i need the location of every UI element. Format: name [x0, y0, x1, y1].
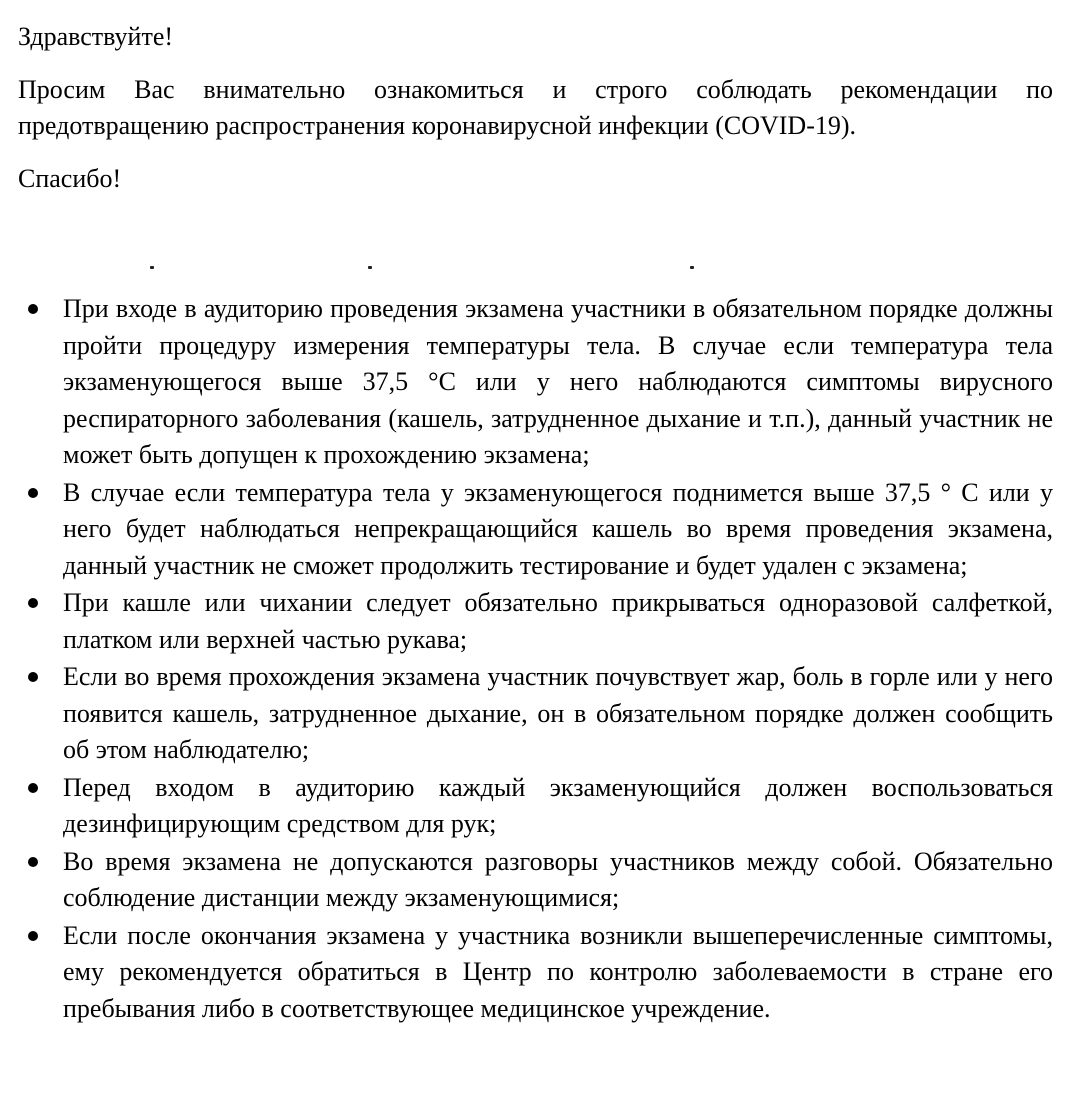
bullet-icon	[28, 857, 38, 867]
rule-text: Если во время прохождения экзамена участник почувствует жар, боль в горле или у него появится кашель, затрудненное дыхание, он в обязательном порядке должен сообщить об этом наблюдателю;	[63, 662, 1053, 764]
rule-text: При входе в аудиторию проведения экзамена участники в обязательном порядке должны пройти процедуру измерения температуры тела. В случае если температура тела экзаменующегося выше 37,5 °С или у него наблюдаются симптомы вирусного респираторного заболевания (кашель, затрудненное дыхание и т.п.), данный участник не может быть допущен к прохождению экзамена;	[63, 294, 1053, 469]
rule-text: Перед входом в аудиторию каждый экзаменующийся должен воспользоваться дезинфицирующим средством для рук;	[63, 772, 1053, 838]
bullet-icon	[28, 931, 38, 941]
intro-paragraph: Просим Вас внимательно ознакомиться и строго соблюдать рекомендации по предотвращению распространения коронавирусной инфекции (COVID-19).	[18, 74, 1053, 140]
greeting-text: Здравствуйте!	[18, 22, 174, 51]
bullet-icon	[28, 783, 38, 793]
truncated-heading-remnant	[150, 266, 710, 276]
list-item	[18, 770, 1053, 843]
list-item	[18, 844, 1053, 917]
bullet-icon	[28, 672, 38, 682]
document-header	[18, 19, 1053, 197]
bullet-icon	[28, 488, 38, 498]
bullet-icon	[28, 598, 38, 608]
rule-text: Если после окончания экзамена у участника возникли вышеперечисленные симптомы, ему рекомендуется обратиться в Центр по контролю заболеваемости в стране его пребывания либо в соответствующее медицинское учреждение.	[63, 920, 1053, 1023]
thanks-text: Спасибо!	[18, 163, 122, 193]
list-item	[18, 291, 1053, 474]
list-item	[18, 659, 1053, 769]
rule-text: В случае если температура тела у экзаменующегося поднимется выше 37,5 ° С или у него будет наблюдаться непрекращающийся кашель во время проведения экзамена, данный участник не сможет продолжить тестирование и будет удален с экзамена;	[63, 477, 1053, 580]
list-item	[18, 918, 1053, 1028]
rules-list	[18, 291, 1053, 1028]
list-item	[18, 585, 1053, 658]
list-item	[18, 475, 1053, 585]
rule-text: Во время экзамена не допускаются разговоры участников между собой. Обязательно соблюдение дистанции между экзаменующимися;	[63, 846, 1053, 912]
bullet-icon	[28, 304, 38, 314]
rule-text: При кашле или чихании следует обязательно прикрываться одноразовой салфеткой, платком или верхней частью рукава;	[63, 588, 1053, 654]
